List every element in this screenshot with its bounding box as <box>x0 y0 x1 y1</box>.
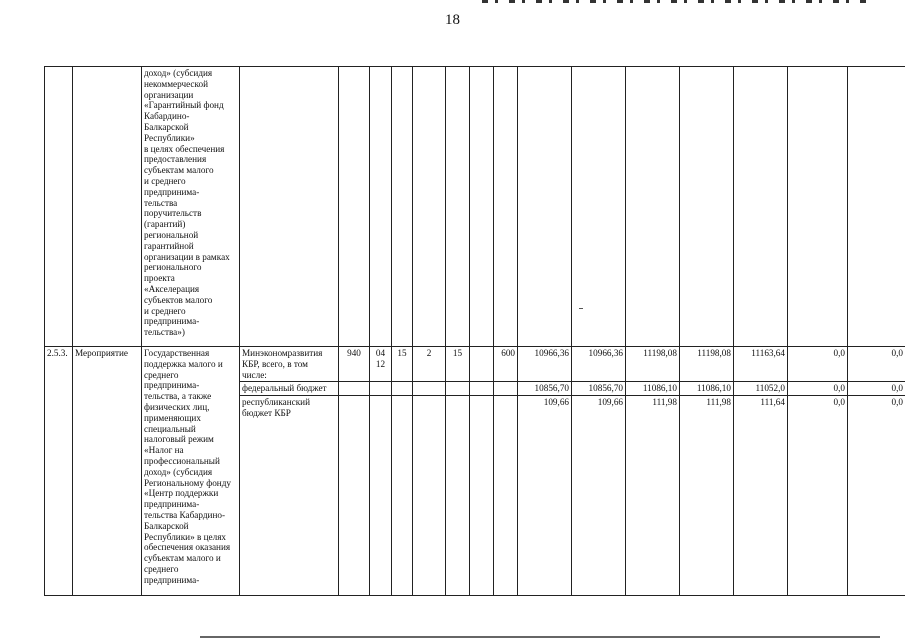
cell-rzpr <box>370 396 392 596</box>
cell-empty <box>572 67 626 347</box>
cell-rzpr <box>370 382 392 396</box>
cell-value-2: 10966,36 <box>572 347 626 382</box>
cell-value-5: 11052,0 <box>734 382 788 396</box>
scan-speck <box>579 308 583 309</box>
cell-number <box>45 67 73 347</box>
cell-code-2: 2 <box>413 347 446 382</box>
cell-activity-type: Мероприятие <box>73 347 142 596</box>
cell-vr <box>494 396 518 596</box>
cell-value-6: 0,0 <box>788 396 848 596</box>
table-row-total <box>45 347 905 382</box>
cell-code-3 <box>446 396 470 596</box>
cell-empty <box>339 67 370 347</box>
page-number: 18 <box>445 12 460 28</box>
cell-empty <box>788 67 848 347</box>
cell-value-4: 11198,08 <box>680 347 734 382</box>
cell-empty <box>413 67 446 347</box>
cell-empty <box>494 67 518 347</box>
budget-table <box>44 66 905 596</box>
cell-empty <box>734 67 788 347</box>
cell-value-6: 0,0 <box>788 347 848 382</box>
cell-empty <box>392 67 413 347</box>
cell-value-1: 10856,70 <box>518 382 572 396</box>
cell-empty <box>240 67 339 347</box>
cell-value-7: 0,0 <box>848 382 905 396</box>
cell-code-3: 15 <box>446 347 470 382</box>
cell-value-1: 10966,36 <box>518 347 572 382</box>
cell-code-1 <box>392 382 413 396</box>
cell-empty <box>518 67 572 347</box>
cell-empty <box>680 67 734 347</box>
cell-code-4 <box>470 382 494 396</box>
cell-value-6: 0,0 <box>788 382 848 396</box>
cell-code-4 <box>470 396 494 596</box>
cell-description-continuation: доход» (субсидия некоммерческой организации «Гарантийный фонд Кабардино- Балкарской Республики» в целях обеспечения предоставления субъектам малого и среднего предпринима- тельства поручительств (гарантий) региональной гарантийной организации в рамках регионального проекта «Акселерация субъектов малого и среднего предпринима- тельства») <box>142 67 240 347</box>
cell-empty <box>848 67 905 347</box>
cell-code-1 <box>392 396 413 596</box>
cell-empty <box>626 67 680 347</box>
cell-value-4: 111,98 <box>680 396 734 596</box>
table-row-continuation <box>45 67 905 347</box>
cell-rzpr: 04 12 <box>370 347 392 382</box>
cell-activity-description: Государственная поддержка малого и среднего предпринима- тельства, а также физических лиц, применяющих специальный налоговый режим «Налог на профессиональный доход» (субсидия Региональному фонду «Центр поддержки предпринима- тельства Кабардино- Балкарской Республики» в целях обеспечения оказания субъектам малого и среднего предпринима- <box>142 347 240 596</box>
cell-vr: 600 <box>494 347 518 382</box>
cell-code-2 <box>413 396 446 596</box>
cell-value-3: 111,98 <box>626 396 680 596</box>
cell-empty <box>370 67 392 347</box>
cell-value-1: 109,66 <box>518 396 572 596</box>
cell-vr <box>494 382 518 396</box>
cell-source: республиканский бюджет КБР <box>240 396 339 596</box>
cell-source: федеральный бюджет <box>240 382 339 396</box>
cell-value-5: 111,64 <box>734 396 788 596</box>
cell-value-7: 0,0 <box>848 347 905 382</box>
cell-empty <box>446 67 470 347</box>
cell-grbs: 940 <box>339 347 370 382</box>
cell-grbs <box>339 396 370 596</box>
cell-code-1: 15 <box>392 347 413 382</box>
cell-source: Минэкономразвития КБР, всего, в том числе: <box>240 347 339 382</box>
scan-artifact-bottom <box>200 636 880 638</box>
cell-activity-number: 2.5.3. <box>45 347 73 596</box>
cell-code-2 <box>413 382 446 396</box>
cell-value-5: 11163,64 <box>734 347 788 382</box>
scan-artifact-top <box>482 0 872 3</box>
cell-value-3: 11198,08 <box>626 347 680 382</box>
cell-code-3 <box>446 382 470 396</box>
cell-value-7: 0,0 <box>848 396 905 596</box>
cell-value-3: 11086,10 <box>626 382 680 396</box>
cell-type <box>73 67 142 347</box>
cell-code-4 <box>470 347 494 382</box>
cell-empty <box>470 67 494 347</box>
cell-value-2: 10856,70 <box>572 382 626 396</box>
cell-value-2: 109,66 <box>572 396 626 596</box>
cell-value-4: 11086,10 <box>680 382 734 396</box>
cell-grbs <box>339 382 370 396</box>
